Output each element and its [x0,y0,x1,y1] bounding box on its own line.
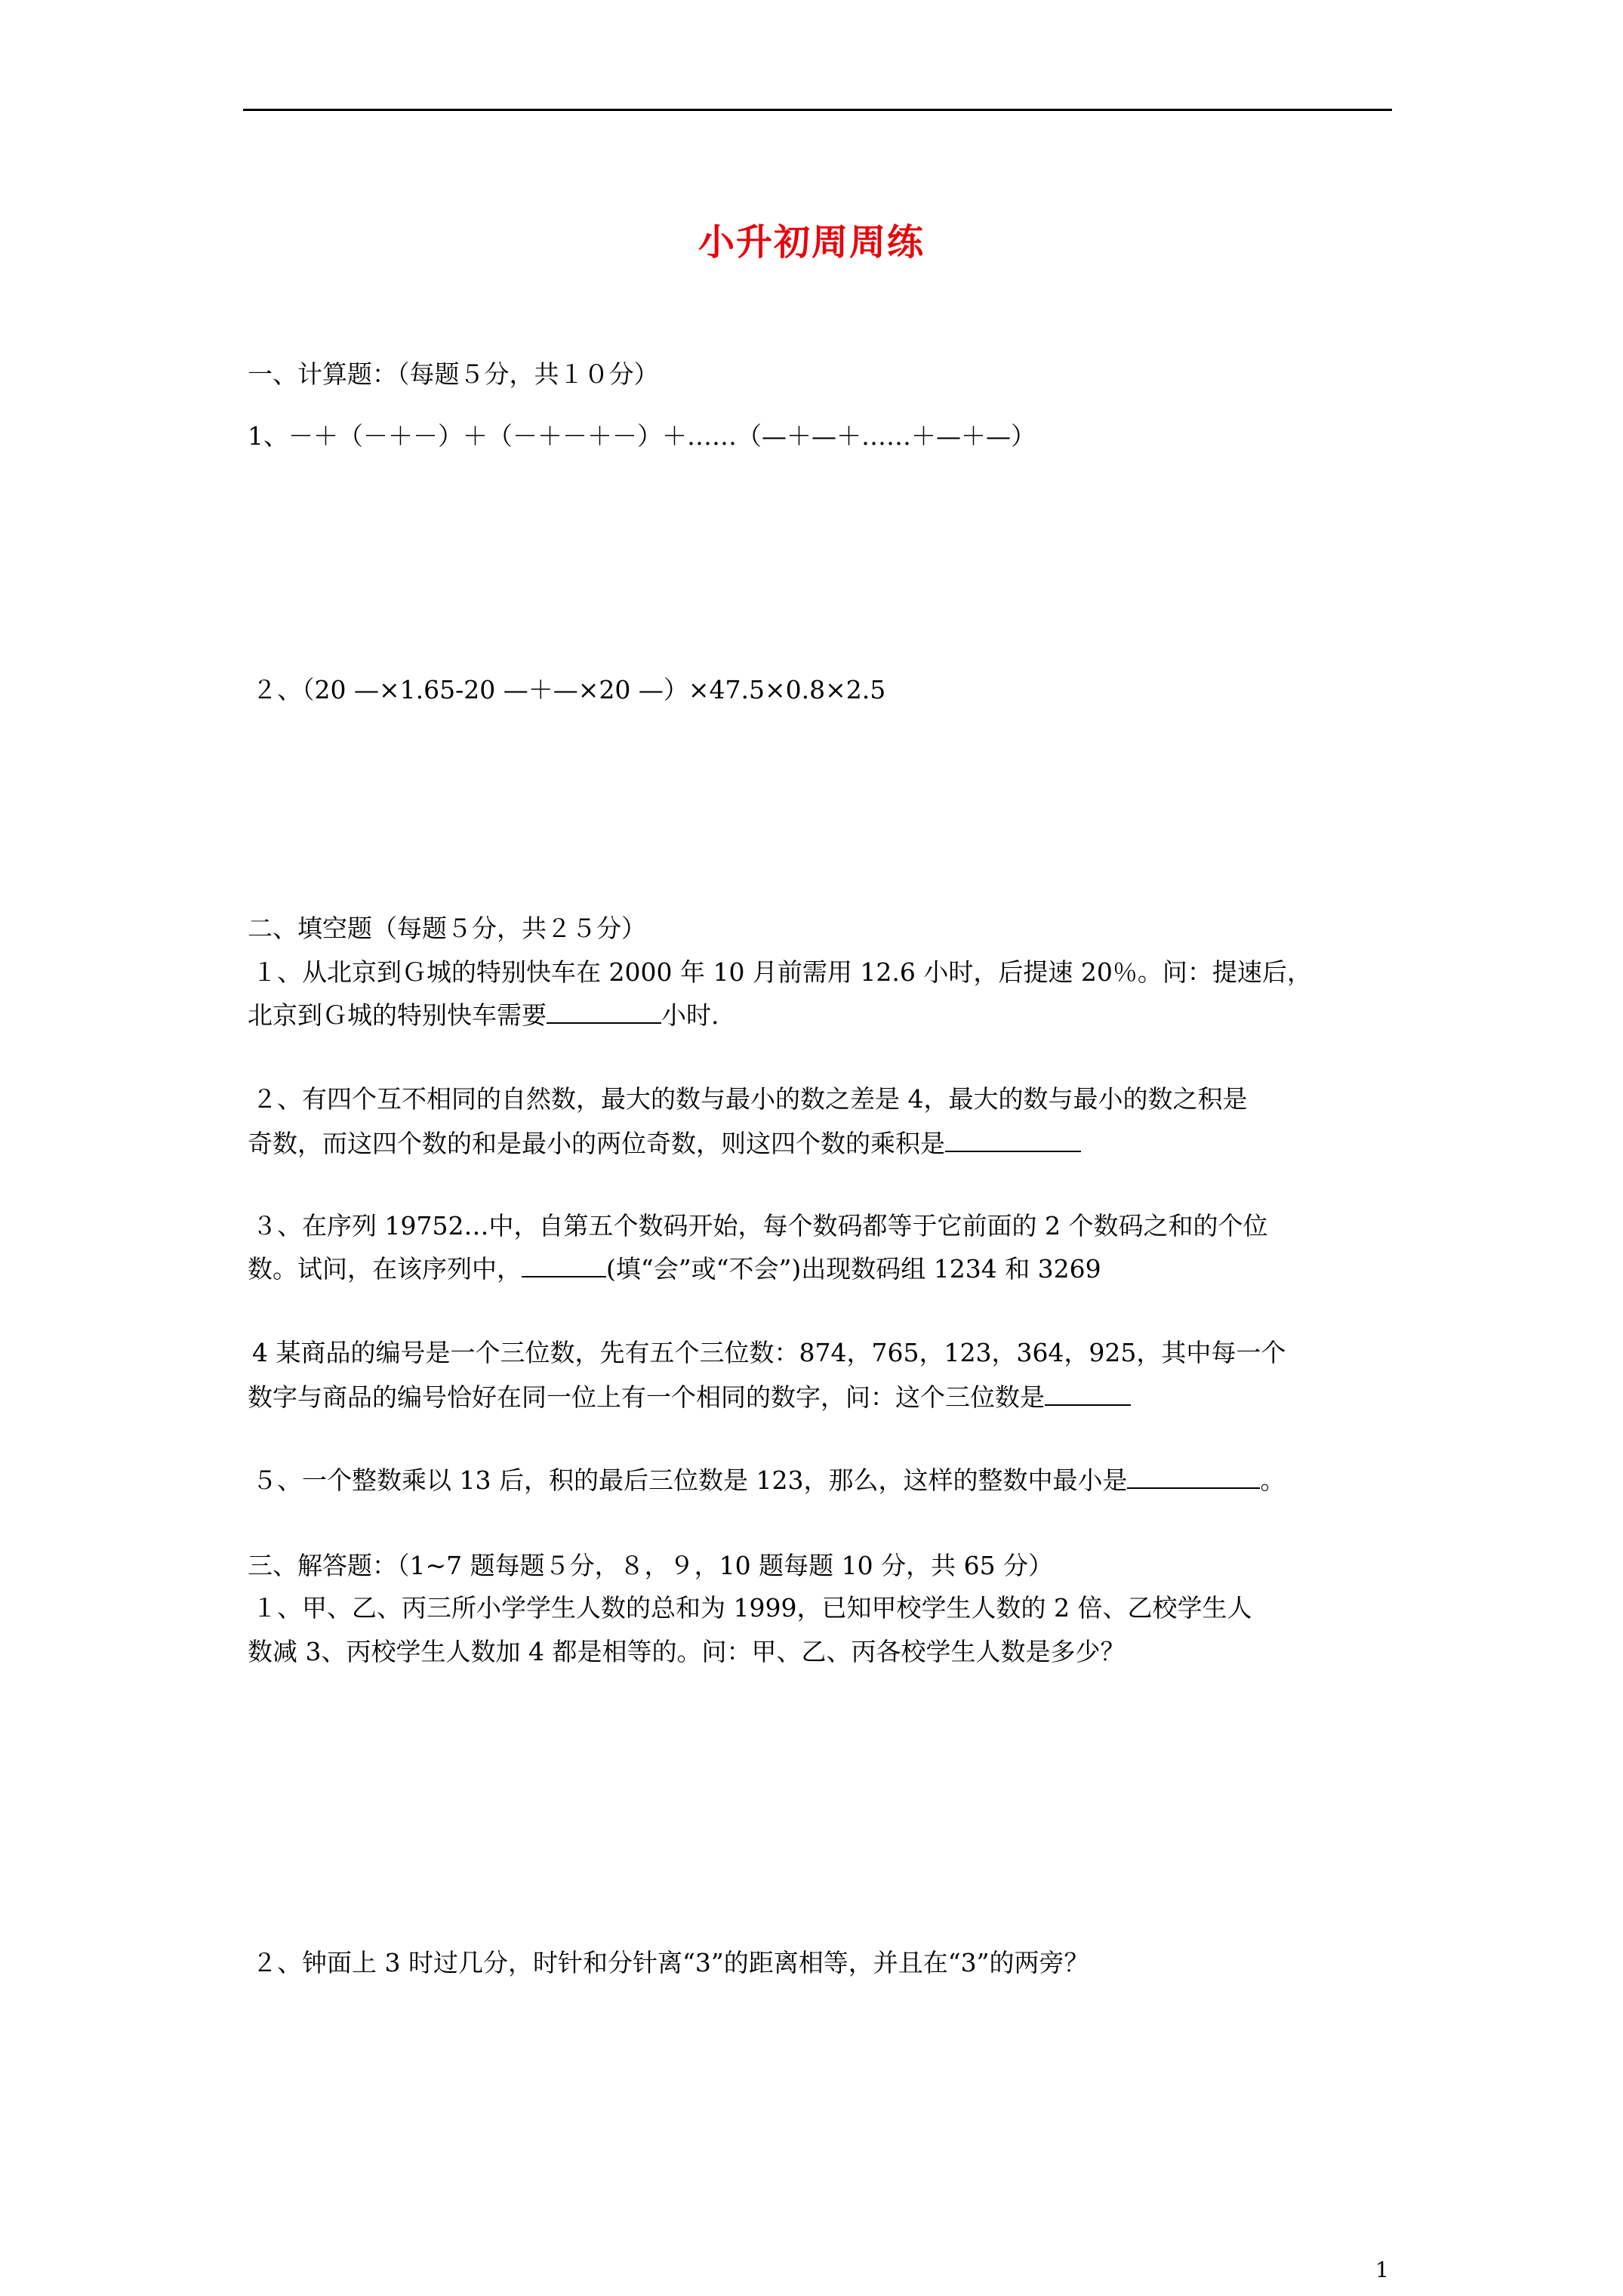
section2-heading: 二、填空题（每题５分，共２５分） [248,914,646,943]
section2-q3-text: 数。试问，在该序列中， [248,1254,522,1284]
section2-q5-punct: 。 [1260,1465,1286,1495]
section2-q1-line1: １、从北京到Ｇ城的特别快车在 2000 年 10 月前需用 12.6 小时，后提速 20％。问：提速后， [252,957,1312,987]
page-title: 小升初周周练 [698,221,925,264]
section2-q1-line2 [248,1000,719,1031]
answer-blank[interactable] [522,1253,606,1277]
header-rule [243,109,1392,111]
section1-question-1: 1、－＋（－＋－）＋（－＋－＋－）＋……（—＋—＋……＋—＋—） [248,421,1036,451]
answer-blank[interactable] [1127,1465,1260,1489]
section1-heading: 一、计算题：（每题５分，共１０分） [248,359,659,389]
section2-q5 [252,1465,1285,1496]
section2-q5-text: ５、一个整数乘以 13 后，积的最后三位数是 123，那么，这样的整数中最小是 [252,1465,1128,1495]
section2-q4-text: 数字与商品的编号恰好在同一位上有一个相同的数字，问：这个三位数是 [248,1382,1045,1412]
answer-blank[interactable] [1045,1382,1131,1406]
section3-question-2: ２、钟面上 3 时过几分，时针和分针离“3”的距离相等，并且在“3”的两旁？ [252,1948,1089,1977]
section3-q1-line2: 数减 3、丙校学生人数加 4 都是相等的。问：甲、乙、丙各校学生人数是多少？ [248,1637,1126,1666]
page-number: 1 [1375,2257,1389,2282]
section2-q4-line2 [248,1382,1131,1413]
section2-q1-text: 北京到Ｇ城的特别快车需要 [248,1000,547,1030]
section2-q2-text: 奇数，而这四个数的和是最小的两位奇数，则这四个数的乘积是 [248,1129,945,1158]
section2-q2-line1: ２、有四个互不相同的自然数，最大的数与最小的数之差是 4，最大的数与最小的数之积是 [252,1084,1248,1114]
section2-q3-line2 [248,1253,1101,1284]
answer-blank[interactable] [945,1128,1081,1152]
section2-q3-text-after: (填“会”或“不会”)出现数码组 1234 和 3269 [606,1254,1101,1284]
section3-q1-line1: １、甲、乙、丙三所小学学生人数的总和为 1999，已知甲校学生人数的 2 倍、乙校学生人 [252,1593,1252,1623]
section2-q2-line2 [248,1128,1081,1159]
section2-q1-unit: 小时. [661,1000,719,1030]
section2-q4-line1: 4 某商品的编号是一个三位数，先有五个三位数：874，765，123，364，925，其中每一个 [252,1338,1286,1367]
section2-q3-line1: ３、在序列 19752…中，自第五个数码开始，每个数码都等于它前面的 2 个数码之和的个位 [252,1211,1268,1240]
section3-heading: 三、解答题：（1~7 题每题５分，８，９，10 题每题 10 分，共 65 分） [248,1551,1054,1580]
answer-blank[interactable] [547,1000,661,1024]
section1-question-2: ２、（20 —×1.65-20 —＋—×20 —）×47.5×0.8×2.5 [252,675,886,704]
